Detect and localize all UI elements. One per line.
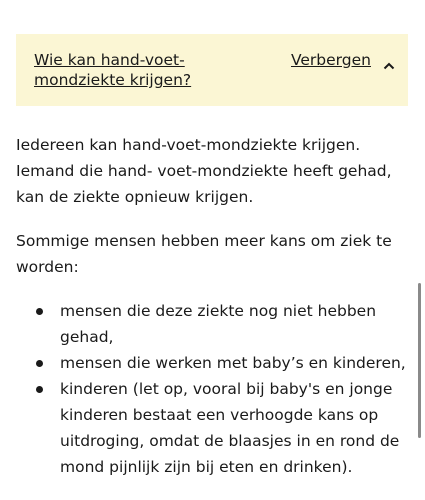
risk-list [16,298,411,480]
accordion-title[interactable]: Wie kan hand-voet-mondziekte krijgen? [34,51,192,89]
scrollbar[interactable] [418,283,421,438]
list-item: kinderen (let op, vooral bij baby's en jonge kinderen bestaat een verhoogde kans op uitdroging, omdat de blaasjes in en rond de mond pijnlijk zijn bij eten en drinken). [16,376,411,480]
intro-paragraph: Iedereen kan hand-voet-mondziekte krijgen. Iemand die hand- voet-mondziekte heeft gehad, kan de ziekte opnieuw krijgen. [16,136,392,206]
accordion-header[interactable] [16,34,408,106]
list-item: mensen die werken met baby’s en kinderen, [16,350,411,376]
accordion-content [16,132,411,480]
hide-toggle-label[interactable]: Verbergen [291,51,371,69]
list-item: mensen die deze ziekte nog niet hebben gehad, [16,298,411,350]
chevron-up-icon[interactable] [383,56,395,66]
risk-paragraph: Sommige mensen hebben meer kans om ziek te worden: [16,232,392,276]
hide-toggle-button[interactable] [291,50,395,70]
